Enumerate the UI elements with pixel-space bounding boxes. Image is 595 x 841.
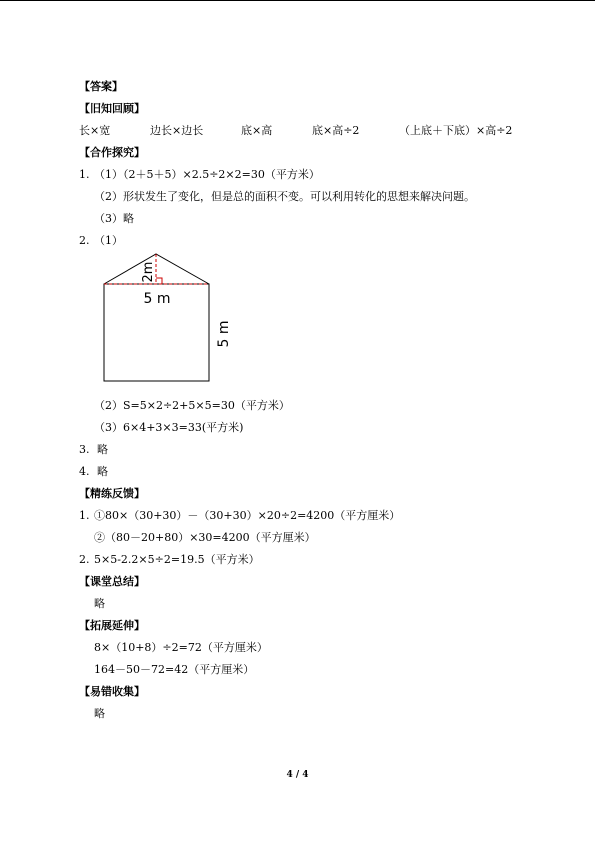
question-number: 1. <box>79 509 90 522</box>
answer-line: （2）S=5×2÷2+5×5=30（平方米） <box>94 399 290 412</box>
summary-heading: 【课堂总结】 <box>79 575 145 588</box>
page-number: 4 / 4 <box>286 770 309 780</box>
answer-line: 略 <box>94 597 105 610</box>
answer-line: 略 <box>97 443 108 456</box>
extend-heading: 【拓展延伸】 <box>79 619 145 632</box>
answer-line: （3）6×4+3×3=33(平方米) <box>94 421 244 434</box>
answer-line: （1） <box>94 234 123 247</box>
answer-line: （3）略 <box>94 212 134 225</box>
right-angle-mark <box>156 278 162 284</box>
answer-line: 5×5-2.2×5÷2=19.5（平方米） <box>94 553 260 566</box>
answer-line: 8×（10+8）÷2=72（平方厘米） <box>94 641 268 654</box>
review-item: 底×高÷2 <box>312 124 360 137</box>
answer-heading: 【答案】 <box>79 80 123 93</box>
answer-line: 略 <box>97 465 108 478</box>
question-number: 3. <box>79 443 90 456</box>
explore-heading: 【合作探究】 <box>79 146 145 159</box>
practice-heading: 【精练反馈】 <box>79 487 145 500</box>
answer-line: （1）（2＋5＋5）×2.5÷2×2=30（平方米） <box>94 168 320 181</box>
answer-line: （2）形状发生了变化，但是总的面积不变。可以利用转化的思想来解决问题。 <box>94 190 475 203</box>
question-number: 2. <box>79 234 90 247</box>
review-item: （上底＋下底）×高÷2 <box>399 124 513 137</box>
errors-heading: 【易错收集】 <box>79 685 145 698</box>
page-top-border <box>0 0 595 1</box>
answer-line: ①80×（30+30）－（30+30）×20÷2=4200（平方厘米） <box>94 509 401 522</box>
question-number: 4. <box>79 465 90 478</box>
height-label: 2m <box>141 261 156 283</box>
width-label: 5 m <box>143 291 171 307</box>
review-heading: 【旧知回顾】 <box>79 102 145 115</box>
question-number: 1. <box>79 168 90 181</box>
side-label: 5 m <box>216 320 232 348</box>
question-number: 2. <box>79 553 90 566</box>
house-shape-figure <box>100 250 240 385</box>
answer-line: ②（80－20+80）×30=4200（平方厘米） <box>94 531 316 544</box>
answer-line: 略 <box>94 707 105 720</box>
review-item: 底×高 <box>241 124 273 137</box>
review-item: 边长×边长 <box>150 124 204 137</box>
review-item: 长×宽 <box>79 124 111 137</box>
answer-line: 164－50－72=42（平方厘米） <box>94 663 255 676</box>
